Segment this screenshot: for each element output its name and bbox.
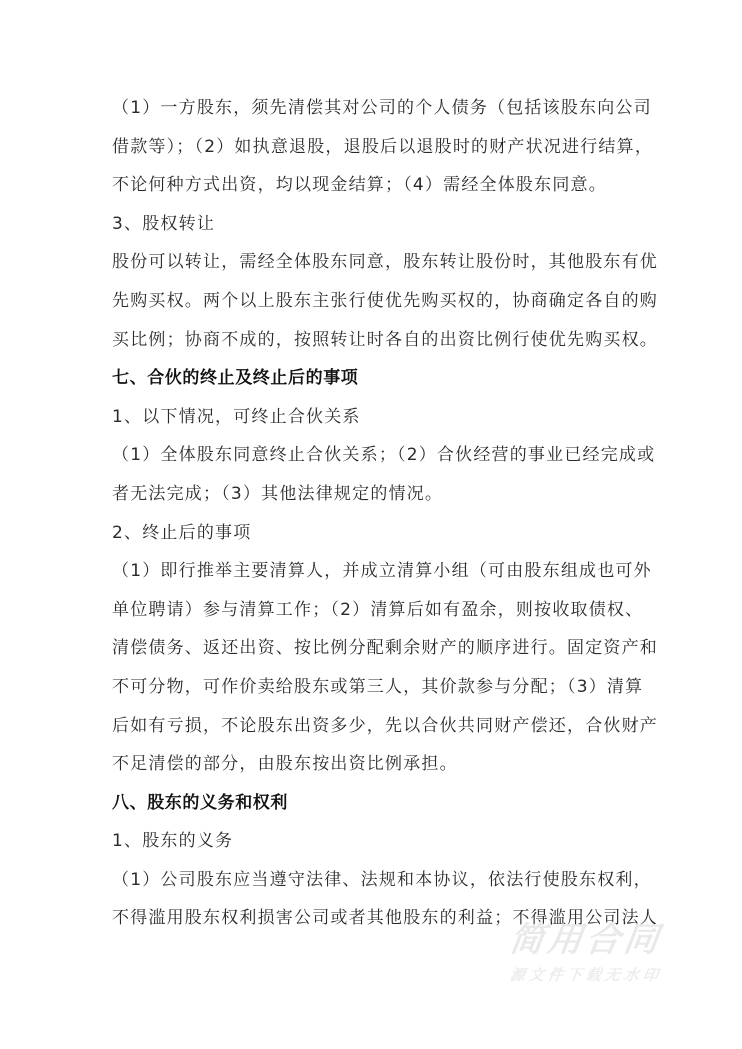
- watermark-subtitle: 源文件下载无水印: [508, 966, 664, 984]
- section-heading: 八、股东的义务和权利: [112, 792, 288, 813]
- watermark-title: 简用合同: [507, 920, 665, 960]
- paragraph-line: 单位聘请）参与清算工作；（2）清算后如有盈余，则按收取债权、: [112, 599, 644, 620]
- paragraph-line: 者无法完成；（3）其他法律规定的情况。: [112, 483, 444, 504]
- subsection-heading: 2、终止后的事项: [112, 522, 252, 543]
- paragraph-line: 不论何种方式出资，均以现金结算；（4）需经全体股东同意。: [112, 175, 607, 196]
- paragraph-line: 借款等）；（2）如执意退股，退股后以退股时的财产状况进行结算，: [112, 136, 654, 157]
- paragraph-line: 股份可以转让，需经全体股东同意，股东转让股份时，其他股东有优: [112, 252, 658, 273]
- paragraph-line: （1）公司股东应当遵守法律、法规和本协议，依法行使股东权利，: [112, 869, 652, 890]
- paragraph-line: 买比例；协商不成的，按照转让时各自的出资比例行使优先购买权。: [112, 329, 658, 350]
- document-page: [112, 89, 658, 938]
- subsection-heading: 1、股东的义务: [112, 831, 234, 852]
- paragraph-line: 清偿债务、返还出资、按比例分配剩余财产的顺序进行。固定资产和: [112, 638, 658, 659]
- paragraph-line: （1）即行推举主要清算人，并成立清算小组（可由股东组成也可外: [112, 561, 652, 582]
- paragraph-line: 不足清偿的部分，由股东按出资比例承担。: [112, 754, 458, 775]
- paragraph-line: （1）一方股东，须先清偿其对公司的个人债务（包括该股东向公司: [112, 98, 652, 118]
- paragraph-line: 不可分物，可作价卖给股东或第三人，其价款参与分配；（3）清算: [112, 676, 644, 697]
- paragraph-line: 后如有亏损，不论股东出资多少，先以合伙共同财产偿还，合伙财产: [112, 715, 658, 736]
- paragraph-line: 不得滥用股东权利损害公司或者其他股东的利益；不得滥用公司法人: [112, 908, 658, 929]
- paragraph-line: （1）全体股东同意终止合伙关系；（2）合伙经营的事业已经完成或: [112, 445, 656, 466]
- subsection-heading: 3、股权转让: [112, 213, 216, 234]
- subsection-heading: 1、以下情况，可终止合伙关系: [112, 406, 361, 427]
- paragraph-line: 先购买权。两个以上股东主张行使优先购买权的，协商确定各自的购: [112, 290, 658, 311]
- section-heading: 七、合伙的终止及终止后的事项: [112, 368, 359, 389]
